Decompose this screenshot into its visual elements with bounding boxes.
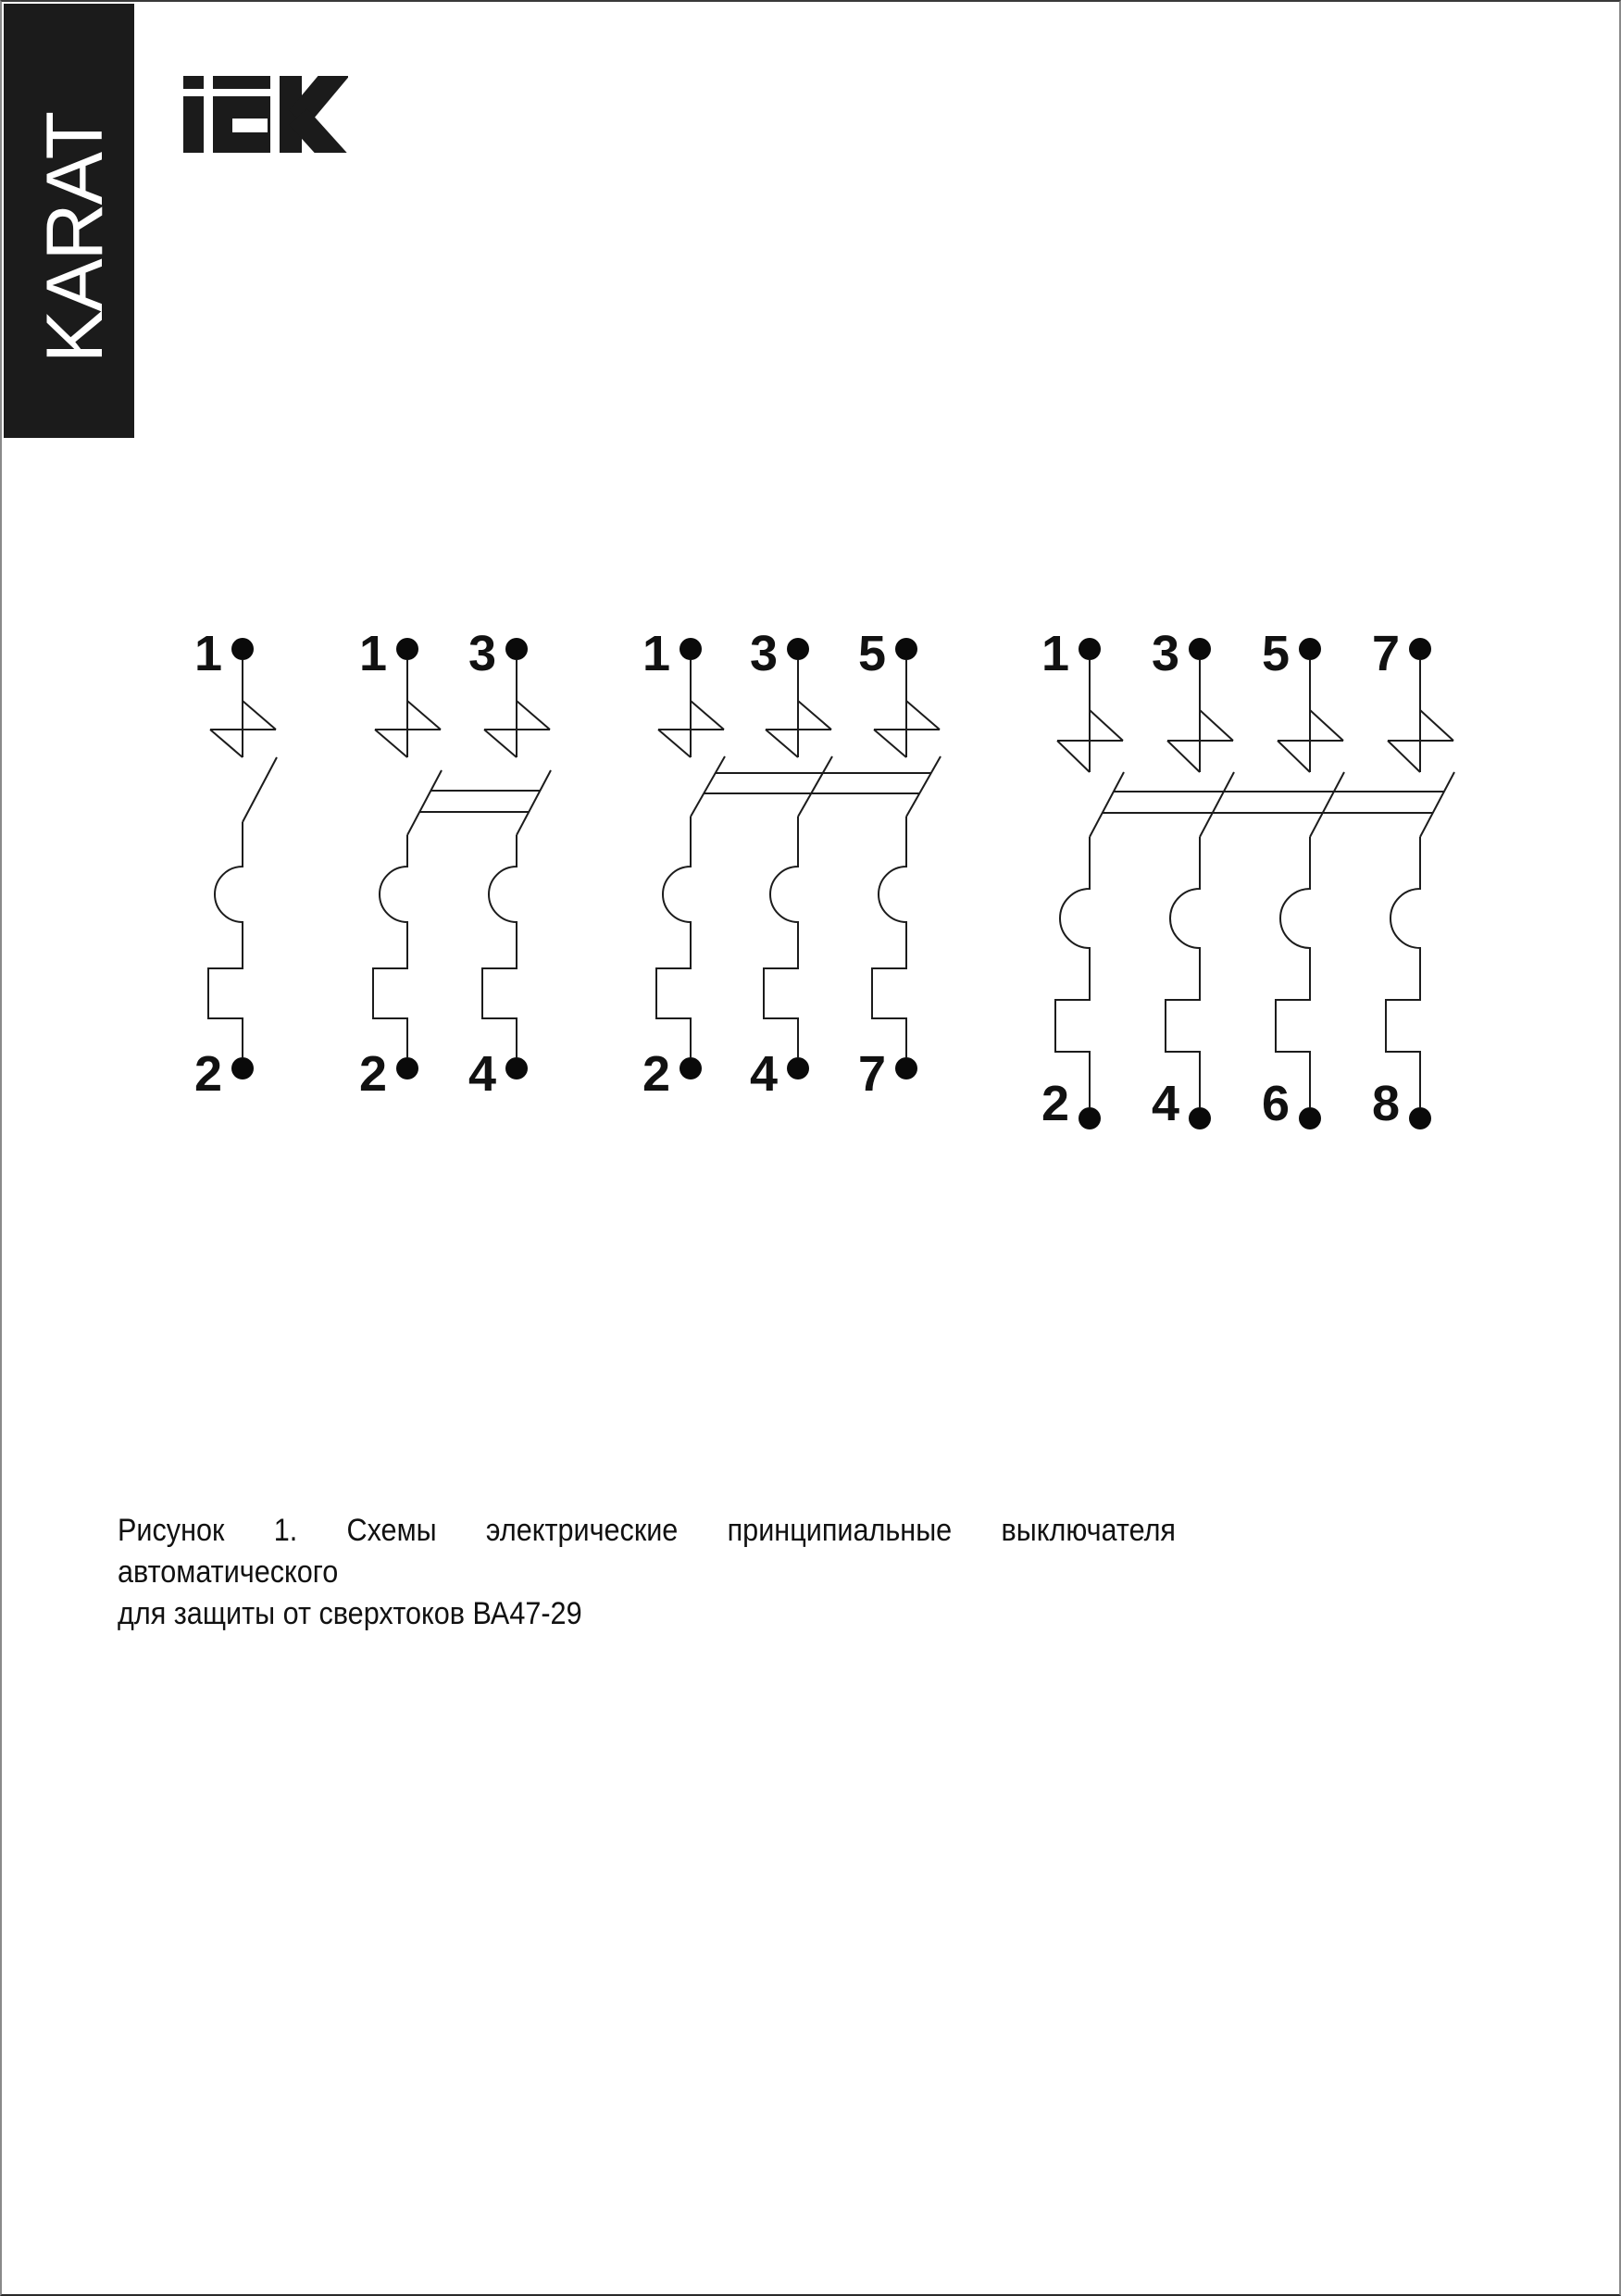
schematic-line: [243, 757, 277, 822]
terminal-label-top: 1: [642, 626, 670, 681]
terminal-label-top: 1: [358, 626, 387, 681]
caption-line-2: для защиты от сверхтоков ВА47-29: [118, 1596, 582, 1631]
figure-caption: [118, 1510, 1176, 1635]
schematic-line: [1090, 710, 1123, 741]
terminal-dot: [1189, 1107, 1211, 1129]
terminal-label-bottom: 4: [749, 1046, 778, 1102]
schematic-line: [691, 756, 725, 817]
terminal-label-bottom: 4: [1151, 1076, 1179, 1131]
schematic-line: [1276, 837, 1310, 1107]
terminal-dot: [505, 638, 528, 660]
schematic-line: [872, 817, 906, 1057]
terminal-dot: [1409, 1107, 1431, 1129]
terminal-label-bottom: 6: [1261, 1076, 1290, 1131]
terminal-label-bottom: 4: [468, 1046, 496, 1102]
terminal-label-bottom: 2: [193, 1046, 222, 1102]
terminal-dot: [680, 638, 702, 660]
terminal-dot: [787, 1057, 809, 1079]
breaker-diagram-4pole: [1041, 626, 1454, 1131]
terminal-label-top: 5: [1261, 626, 1290, 681]
terminal-label-bottom: 2: [642, 1046, 670, 1102]
schematic-line: [691, 701, 724, 730]
schematic-line: [906, 701, 940, 730]
schematic-line: [764, 817, 798, 1057]
terminal-label-top: 3: [1151, 626, 1179, 681]
brand-karat-text: KARAT: [31, 112, 119, 364]
schematic-line: [1200, 710, 1233, 741]
schematic-line: [482, 835, 517, 1057]
schematic-line: [1420, 710, 1453, 741]
schematic-line: [1388, 741, 1420, 772]
schematic-line: [798, 701, 831, 730]
terminal-dot: [1079, 638, 1101, 660]
terminal-label-bottom: 2: [1041, 1076, 1069, 1131]
schematic-line: [656, 817, 691, 1057]
schematic-line: [1090, 772, 1124, 837]
terminal-dot: [680, 1057, 702, 1079]
schematic-line: [1166, 837, 1200, 1107]
schematic-line: [243, 701, 276, 730]
terminal-dot: [1299, 638, 1321, 660]
breaker-diagram-2pole: [359, 626, 551, 1102]
terminal-label-top: 3: [468, 626, 496, 681]
schematic-line: [1055, 837, 1090, 1107]
terminal-label-top: 1: [193, 626, 222, 681]
schematic-line: [373, 835, 407, 1057]
breaker-schematics: [2, 2, 1621, 1298]
schematic-line: [1057, 741, 1090, 772]
schematic-line: [798, 756, 832, 817]
breaker-diagram-1pole: [194, 626, 277, 1102]
schematic-line: [1167, 741, 1200, 772]
schematic-line: [1200, 772, 1234, 837]
terminal-label-bottom: 7: [857, 1046, 886, 1102]
terminal-dot: [1189, 638, 1211, 660]
schematic-line: [1420, 772, 1454, 837]
terminal-dot: [396, 1057, 418, 1079]
schematic-line: [658, 730, 691, 757]
caption-line-1: Рисунок 1. Схемы электрические принципиальные выключателя автоматического: [118, 1513, 1176, 1590]
terminal-dot: [895, 1057, 917, 1079]
breaker-diagram-3pole: [642, 626, 941, 1102]
terminal-dot: [787, 638, 809, 660]
terminal-dot: [396, 638, 418, 660]
terminal-dot: [1079, 1107, 1101, 1129]
terminal-dot: [231, 638, 254, 660]
schematic-line: [766, 730, 798, 757]
terminal-label-bottom: 2: [358, 1046, 387, 1102]
schematic-line: [407, 770, 442, 835]
schematic-line: [208, 822, 243, 1057]
terminal-dot: [231, 1057, 254, 1079]
schematic-line: [1310, 772, 1344, 837]
terminal-label-bottom: 8: [1371, 1076, 1400, 1131]
terminal-dot: [505, 1057, 528, 1079]
schematic-line: [484, 730, 517, 757]
terminal-label-top: 7: [1371, 626, 1400, 681]
schematic-line: [1386, 837, 1420, 1107]
terminal-dot: [1299, 1107, 1321, 1129]
schematic-line: [407, 701, 441, 730]
terminal-dot: [895, 638, 917, 660]
schematic-line: [517, 701, 550, 730]
schematic-line: [1278, 741, 1310, 772]
schematic-line: [210, 730, 243, 757]
schematic-line: [517, 770, 551, 835]
schematic-line: [906, 756, 941, 817]
terminal-label-top: 3: [749, 626, 778, 681]
schematic-line: [375, 730, 407, 757]
schematic-line: [1310, 710, 1343, 741]
terminal-label-top: 5: [857, 626, 886, 681]
schematic-line: [874, 730, 906, 757]
terminal-dot: [1409, 638, 1431, 660]
terminal-label-top: 1: [1041, 626, 1069, 681]
